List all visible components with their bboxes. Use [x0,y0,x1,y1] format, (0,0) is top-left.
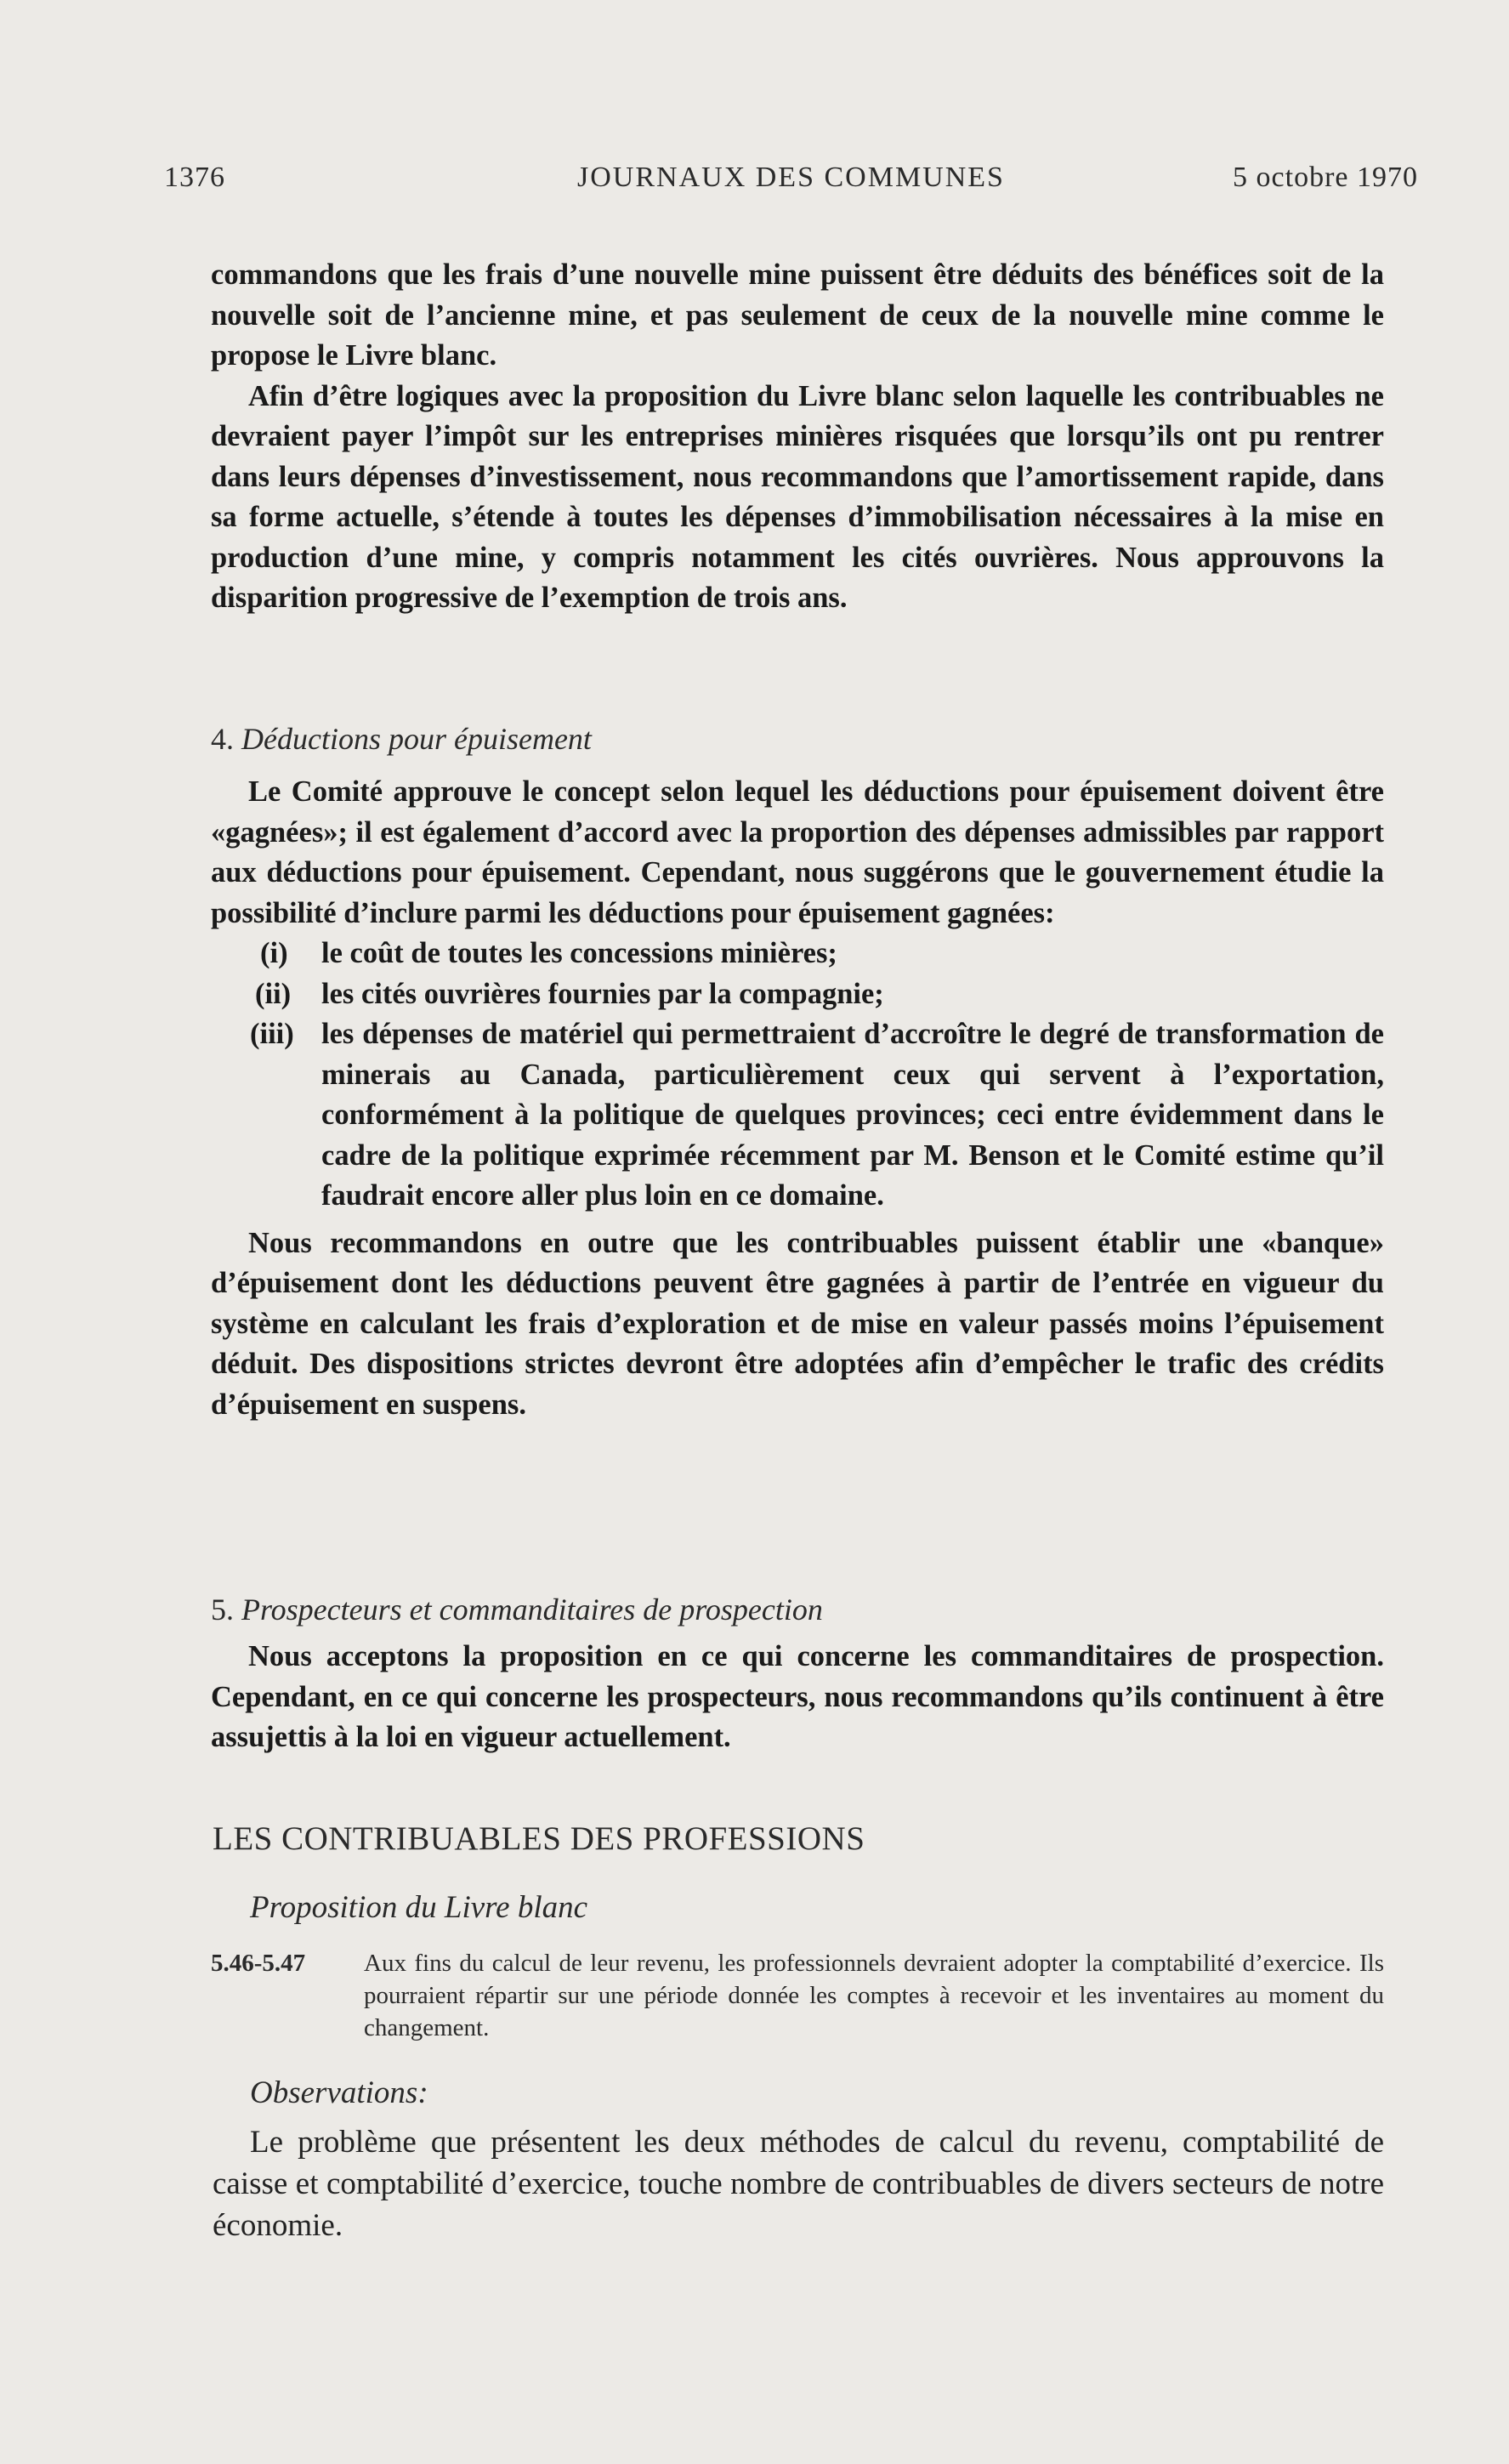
section-5-heading [211,1592,823,1627]
section-4-paragraph-1: Le Comité approuve le concept selon lequel les déductions pour épuisement doivent être «gagnées»; il est également d’accord avec la proportion des dépenses admissibles par rapport aux déductions pour épuisement. Cependant, nous suggérons que le gouvernement étudie la possibilité d’inclure parmi les déductions pour épuisement gagnées: [211,775,1384,929]
observations-heading: Observations: [250,2075,428,2110]
list-item [211,974,1384,1015]
list-item-text: les cités ouvrières fournies par la compagnie; [321,977,884,1010]
list-item-label: (i) [260,937,288,969]
professions-section-title: LES CONTRIBUABLES DES PROFESSIONS [213,1820,865,1857]
observations-paragraph: Le problème que présentent les deux méthodes de calcul du revenu, comptabilité de caisse et comptabilité d’exercice, touche nombre de contribuables de divers secteurs de notre économie. [213,2125,1384,2243]
list-item-label: (iii) [250,1018,294,1050]
section-4-heading [211,721,592,757]
white-paper-proposal [211,1947,1384,2044]
proposal-text: Aux fins du calcul de leur revenu, les professionnels devraient adopter la comptabilité d’exercice. Ils pourraient répartir sur une période donnée les comptes à recevoir et les inventaires au moment du changement. [364,1950,1384,2041]
intro-paragraph-2: Afin d’être logiques avec la proposition du Livre blanc selon laquelle les contribuables ne devraient payer l’impôt sur les entreprises minières risquées que lorsqu’ils ont pu rentrer dans leurs dépenses d’investissement, nous recommandons que l’amortissement rapide, dans sa forme actuelle, s’étende à toutes les dépenses d’immobilisation nécessaires à la mise en production d’une mine, y compris notamment les cités ouvrières. Nous approuvons la disparition progressive de l’exemption de trois ans. [211,379,1384,614]
intro-block [211,255,1384,619]
intro-paragraph-1: commandons que les frais d’une nouvelle mine puissent être déduits des bénéfices soit de la nouvelle soit de l’ancienne mine, et pas seulement de ceux de la nouvelle mine comme le propose le Livre blanc. [211,258,1384,372]
observations-body [213,2121,1384,2246]
journal-title: JOURNAUX DES COMMUNES [577,162,1005,193]
section-4-number: 4. [211,722,234,756]
page-number: 1376 [164,162,225,193]
section-5-body [211,1637,1384,1758]
list-item-label: (ii) [255,977,292,1010]
section-5-title: Prospecteurs et commanditaires de prospection [241,1593,823,1627]
paragraph-reference: 5.46-5.47 [211,1950,306,1977]
header-date: 5 octobre 1970 [1233,162,1418,193]
section-4-title: Déductions pour épuisement [241,722,592,756]
list-item [211,934,1384,974]
list-item-text: les dépenses de matériel qui permettraient d’accroître le degré de transformation de minerais au Canada, particulièrement ceux qui servent à l’exportation, conformément à la politique de quelques provinces; ceci entre évidemment dans le cadre de la politique exprimée récemment par M. Benson et le Comité estime qu’il faudrait encore aller plus loin en ce domaine. [321,1018,1384,1212]
section-4-body [211,772,1384,1425]
list-item-text: le coût de toutes les concessions minières; [321,937,837,969]
list-item [211,1014,1384,1217]
section-5-paragraph: Nous acceptons la proposition en ce qui concerne les commanditaires de prospection. Cependant, en ce qui concerne les prospecteurs, nous recommandons qu’ils continuent à être assujettis à la loi en vigueur actuellement. [211,1640,1384,1753]
section-5-number: 5. [211,1593,234,1627]
proposal-heading: Proposition du Livre blanc [250,1890,588,1925]
section-4-paragraph-2: Nous recommandons en outre que les contribuables puissent établir une «banque» d’épuisement dont les déductions peuvent être gagnées à partir de l’entrée en vigueur du système en calculant les frais d’exploration et de mise en valeur passés moins l’épuisement déduit. Des dispositions strictes devront être adoptées afin d’empêcher le trafic des crédits d’épuisement en suspens. [211,1226,1384,1421]
